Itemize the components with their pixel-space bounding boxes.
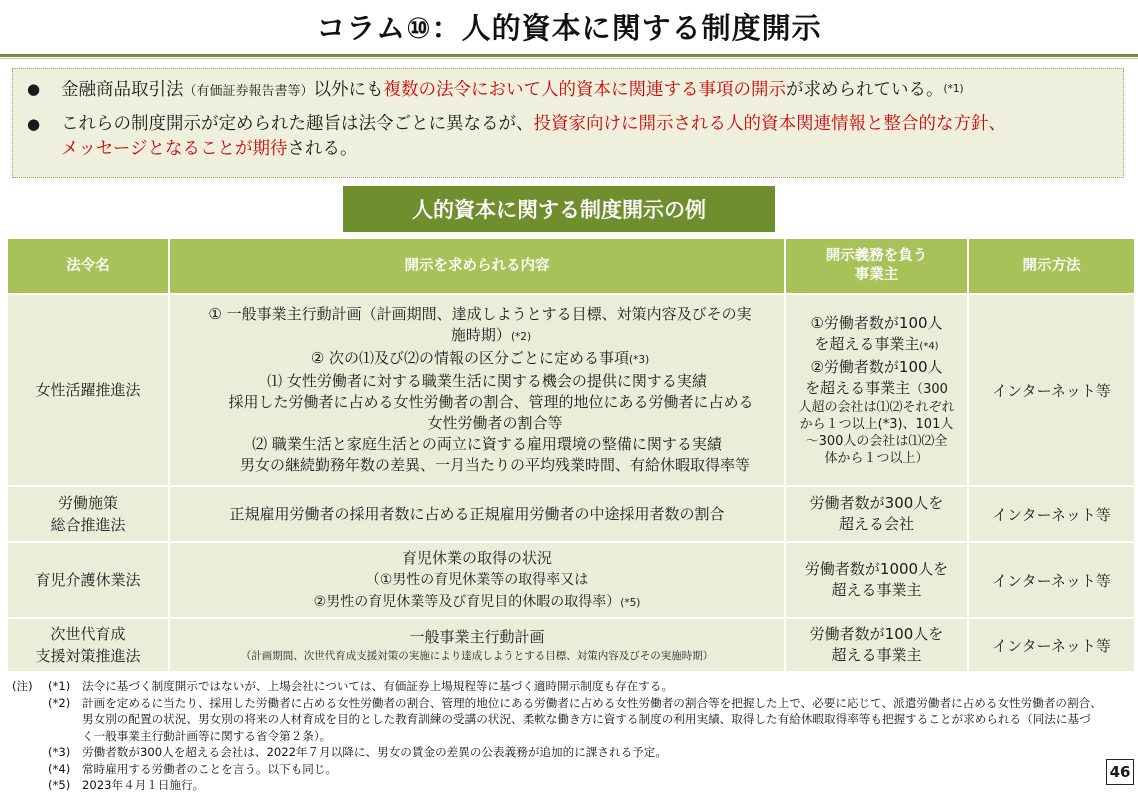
law-text: 総合推進法 xyxy=(50,516,126,534)
disclosure-method: インターネット等 xyxy=(968,542,1135,618)
employer-text: 労働者数が100人を xyxy=(809,625,944,643)
footnote-marker: (*3) xyxy=(48,745,71,759)
employer-line: ～300人の会社は⑴⑵全 xyxy=(805,434,948,449)
disclosure-content xyxy=(169,542,785,618)
disclosure-content: 正規雇用労働者の採用者数に占める正規雇用労働者の中途採用者数の割合 xyxy=(169,486,785,542)
footnotes xyxy=(12,678,1137,794)
content-line xyxy=(170,591,784,614)
footnote-ref: (*1) xyxy=(943,83,964,95)
header-law: 法令名 xyxy=(7,238,169,294)
disclosure-method: インターネット等 xyxy=(968,486,1135,542)
footnote-ref: (*4) xyxy=(919,341,939,352)
disclosure-content xyxy=(169,618,785,672)
content-line xyxy=(176,325,784,348)
footnote-ref: (*2) xyxy=(510,331,532,343)
footnote-text: 法令に基づく制度開示ではないが、上場会社については、有価証券上場規程等に基づく適時開示制度も存在する。 xyxy=(82,679,674,693)
content-text: ②男性の育児休業等及び育児目的休暇の取得率） xyxy=(313,593,621,610)
bullet-text: 以外にも xyxy=(313,80,384,100)
law-name: 育児介護休業法 xyxy=(7,542,169,618)
disclosure-method: インターネット等 xyxy=(968,294,1135,486)
bullet-dot-icon: ● xyxy=(27,80,41,98)
bullet-dot-icon: ● xyxy=(27,115,41,133)
summary-bullet-2 xyxy=(27,112,1113,162)
employer-line: ①労働者数が100人 xyxy=(810,314,943,332)
footnote-text xyxy=(82,695,1137,745)
table-row xyxy=(7,618,1135,672)
law-text: 支援対策推進法 xyxy=(35,647,141,665)
footnote-text: 労働者数が300人を超える会社は、2022年７月以降に、男女の賃金の差異の公表義務が追加的に課される予定。 xyxy=(82,745,667,759)
table-row xyxy=(7,542,1135,618)
obligated-employers xyxy=(785,294,968,486)
footnote-lead: (注) xyxy=(12,679,33,693)
table-row xyxy=(7,294,1135,486)
title-rule-thin xyxy=(0,58,1138,59)
content-line: ⑴ 女性労働者に対する職業生活に関する機会の提供に関する実績 xyxy=(267,372,707,390)
footnote xyxy=(12,744,1137,761)
employer-line: ②労働者数が100人 xyxy=(810,358,943,376)
disclosure-content xyxy=(169,294,785,486)
content-line: 育児休業の取得の状況 xyxy=(401,548,552,567)
footnote-spacer xyxy=(12,777,48,794)
employer-line: 人超の会社は⑴⑵それぞれ xyxy=(798,400,955,415)
footnote-spacer xyxy=(12,695,48,745)
content-line: 女性労働者の割合等 xyxy=(427,414,563,432)
employer-line: 体から１つ以上） xyxy=(824,451,929,466)
footnote-text: 常時雇用する労働者のことを言う。以下も同じ。 xyxy=(82,761,338,776)
footnote-marker: (*2) xyxy=(48,695,71,710)
bullet-text: これらの制度開示が定められた趣旨は法令ごとに異なるが、 xyxy=(61,114,534,134)
employer-line xyxy=(786,378,967,399)
table-header-row xyxy=(7,238,1135,294)
header-content: 開示を求められる内容 xyxy=(169,238,785,294)
footnote-spacer xyxy=(12,761,48,778)
obligated-employers xyxy=(785,486,968,542)
table-heading: 人的資本に関する制度開示の例 xyxy=(343,186,775,232)
employer-line: から１つ以上(*3)、101人 xyxy=(799,417,954,432)
footnote-line: 男女別の配置の状況、男女別の将来の人材育成を目的とした教育訓練の受講の状況、柔軟な働き方に資する制度の利用実績、取得した有給休暇取得率等も把握することが求められる（同法に基づ xyxy=(82,712,1091,726)
law-name: 女性活躍推進法 xyxy=(7,294,169,486)
bullet-highlight: メッセージとなることが期待 xyxy=(61,139,288,159)
employer-text: （300 xyxy=(910,382,948,397)
content-line: 男女の継続勤務年数の差異、一月当たりの平均残業時間、有給休暇取得率等 xyxy=(239,456,750,474)
footnote-line: く一般事業主行動計画等に関する省令第２条）。 xyxy=(82,728,332,743)
law-name xyxy=(7,486,169,542)
footnote-ref: (*3) xyxy=(629,354,650,366)
header-obligated xyxy=(785,238,968,294)
summary-bullet-text xyxy=(61,112,1006,162)
footnote-text: 2023年４月１日施行。 xyxy=(82,778,205,792)
content-line-detail: （計画期間、次世代育成支援対策の実施により達成しようとする目標、対策内容及びその実施時期） xyxy=(240,650,714,662)
footnote-spacer xyxy=(12,744,48,761)
bullet-highlight: 複数の法令において人的資本に関連する事項の開示 xyxy=(383,80,787,100)
law-text: 次世代育成 xyxy=(50,625,126,643)
footnote xyxy=(12,761,1137,778)
footnote-marker: (*1) xyxy=(48,679,71,693)
content-line: 採用した労働者に占める女性労働者の割合、管理的地位にある労働者に占める xyxy=(228,393,754,411)
content-line: ① 一般事業主行動計画（計画期間、達成しようとする目標、対策内容及びその実 xyxy=(208,305,752,323)
title-rule xyxy=(0,54,1138,57)
content-line: （①男性の育児休業等の取得率又は xyxy=(365,571,589,588)
footnote-marker: (*4) xyxy=(48,761,71,776)
content-text: ② 次の⑴及び⑵の情報の区分ごとに定める事項 xyxy=(310,349,630,367)
content-line: ⑵ 職業生活と家庭生活との両立に資する雇用環境の整備に関する実績 xyxy=(252,435,722,453)
content-line: 一般事業主行動計画 xyxy=(409,628,545,646)
law-name xyxy=(7,618,169,672)
header-method: 開示方法 xyxy=(968,238,1135,294)
bullet-text: される。 xyxy=(287,139,358,159)
footnote-marker: (*5) xyxy=(48,778,71,792)
employer-text: を超える事業主 xyxy=(805,379,911,397)
disclosure-method: インターネット等 xyxy=(968,618,1135,672)
employer-text: 超える事業主 xyxy=(831,581,922,599)
bullet-text: 金融商品取引法 xyxy=(61,80,184,100)
summary-bullet-1 xyxy=(27,77,1113,104)
footnote-line: 計画を定めるに当たり、採用した労働者に占める女性労働者の割合、管理的地位にある労働者に占める女性労働者の割合等を把握した上で、必要に応じて、派遣労働者に占める女性労働者の割合、 xyxy=(82,695,1102,710)
bullet-text: が求められている。 xyxy=(786,80,944,100)
page-number: 46 xyxy=(1106,759,1134,785)
employer-line xyxy=(786,334,967,357)
footnote-ref: (*5) xyxy=(620,596,641,609)
bullet-text-small: （有価証券報告書等） xyxy=(183,84,314,99)
summary-bullet-text xyxy=(61,77,964,104)
bullet-highlight: 投資家向けに開示される人的資本関連情報と整合的な方針、 xyxy=(533,114,1006,134)
content-line xyxy=(176,348,784,371)
footnote xyxy=(12,695,1137,745)
obligated-employers xyxy=(785,542,968,618)
law-text: 労働施策 xyxy=(57,494,118,512)
footnote xyxy=(12,678,1137,695)
employer-text: を超える事業主 xyxy=(814,335,920,353)
summary-box xyxy=(12,68,1124,178)
header-text: 事業主 xyxy=(854,267,899,283)
footnote xyxy=(12,777,1137,794)
obligated-employers xyxy=(785,618,968,672)
page-title: コラム⑩：人的資本に関する制度開示 xyxy=(316,11,822,45)
employer-text: 超える会社 xyxy=(838,515,914,533)
header-text: 開示義務を負う xyxy=(825,248,928,264)
employer-text: 労働者数が300人を xyxy=(809,494,944,512)
disclosure-table xyxy=(6,237,1136,673)
employer-text: 労働者数が1000人を xyxy=(804,560,949,578)
content-text: 施時期） xyxy=(450,326,511,344)
table-row xyxy=(7,486,1135,542)
employer-text: 超える事業主 xyxy=(831,646,922,664)
